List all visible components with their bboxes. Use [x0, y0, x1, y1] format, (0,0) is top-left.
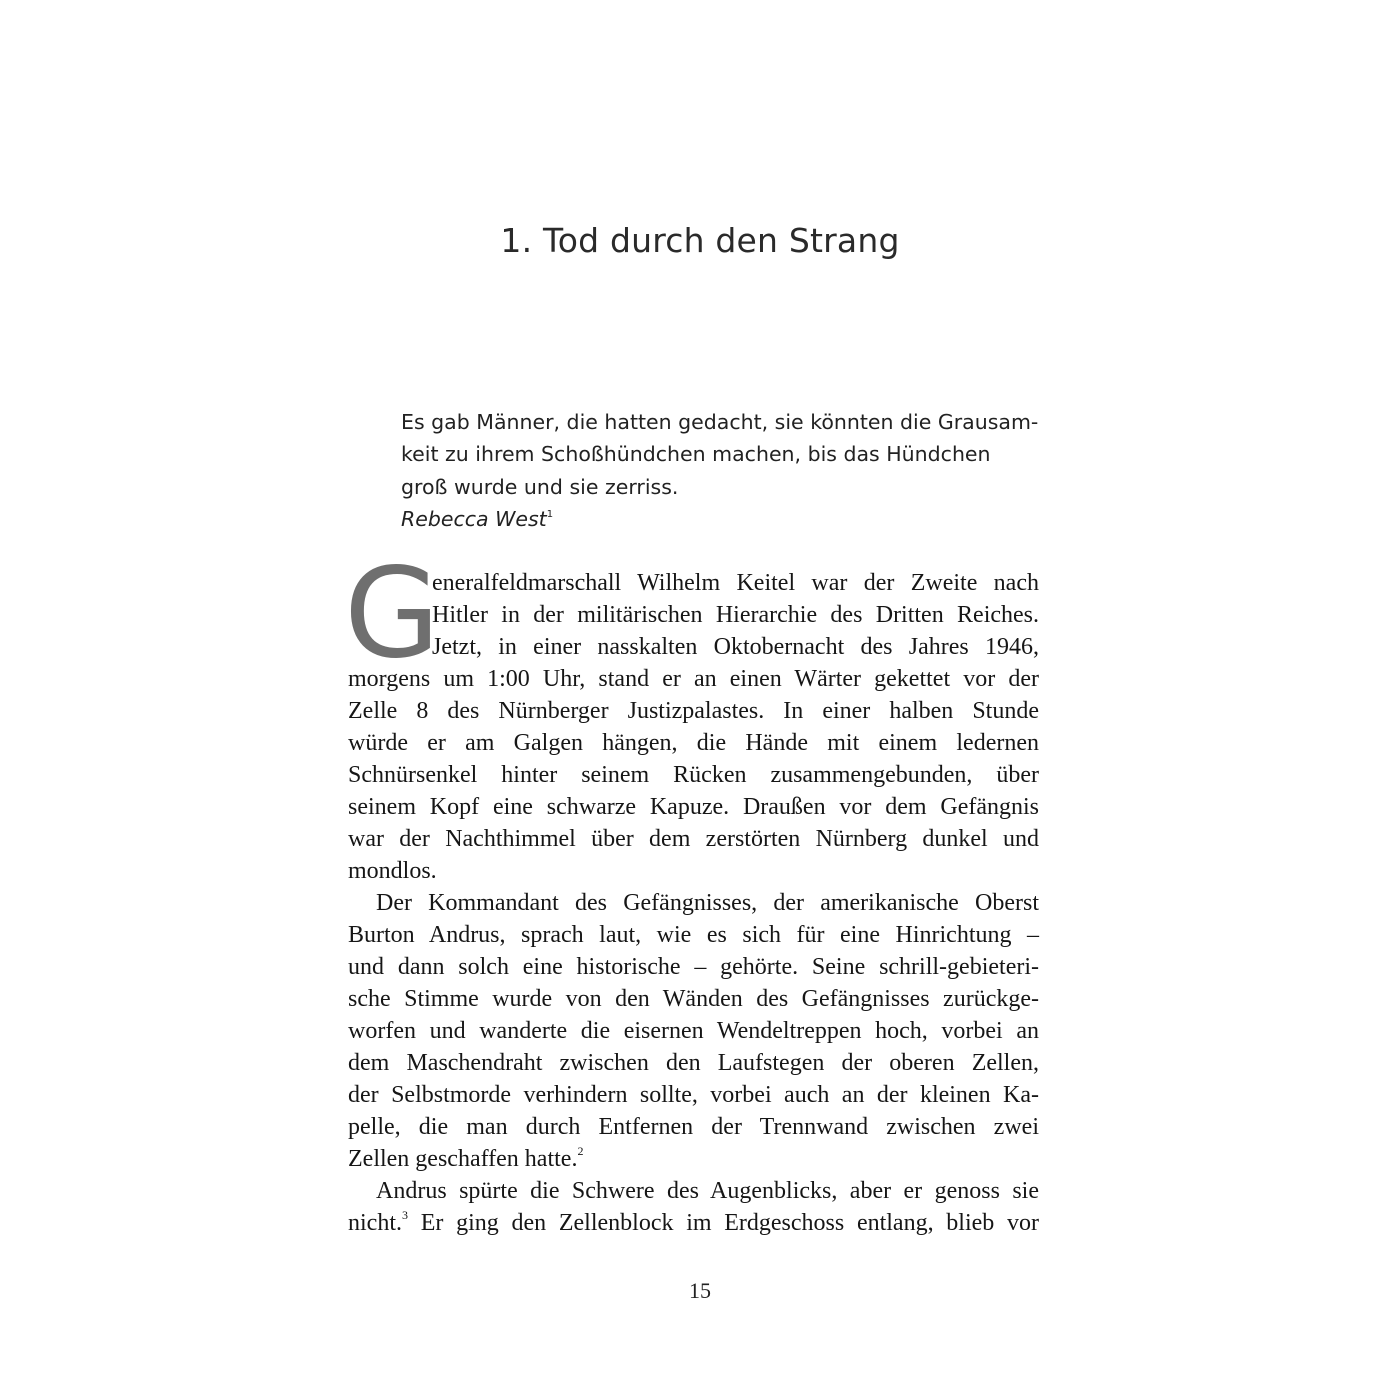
body-line: Jetzt, in einer nasskalten Oktobernacht des Jahres 1946, — [432, 634, 1039, 660]
body-line: seinem Kopf eine schwarze Kapuze. Draußen vor dem Gefängnis — [348, 794, 1039, 820]
body-line-with-footnote — [348, 1143, 1039, 1175]
body-line: war der Nachthimmel über dem zerstörten Nürnberg dunkel und — [348, 826, 1039, 852]
body-line: würde er am Galgen hängen, die Hände mit einem ledernen — [348, 730, 1039, 756]
footnote-ref-2: 2 — [577, 1144, 584, 1158]
body-line: sche Stimme wurde von den Wänden des Gefängnisses zurückge- — [348, 986, 1039, 1012]
body-line: Der Kommandant des Gefängnisses, der amerikanische Oberst — [376, 890, 1039, 916]
drop-cap: G — [344, 542, 441, 686]
body-line: der Selbstmorde verhindern sollte, vorbei auch an der kleinen Ka- — [348, 1082, 1039, 1108]
body-line: Zelle 8 des Nürnberger Justizpalastes. In einer halben Stunde — [348, 698, 1039, 724]
footnote-ref-1: 1 — [546, 508, 554, 520]
body-line-start: nicht. — [348, 1210, 402, 1236]
epigraph — [401, 406, 1041, 535]
chapter-title: 1. Tod durch den Strang — [500, 221, 900, 260]
body-line: pelle, die man durch Entfernen der Trennwand zwischen zwei — [348, 1114, 1039, 1140]
body-line: morgens um 1:00 Uhr, stand er an einen Wärter gekettet vor der — [348, 666, 1039, 692]
body-line: Schnürsenkel hinter seinem Rücken zusammengebunden, über — [348, 762, 1039, 788]
body-line: Andrus spürte die Schwere des Augenblicks, aber er genoss sie — [376, 1178, 1039, 1204]
epigraph-line: groß wurde und sie zerriss. — [401, 474, 679, 499]
body-line-with-footnote — [348, 1207, 1039, 1239]
body-line: und dann solch eine historische – gehörte. Seine schrill-gebieteri- — [348, 954, 1039, 980]
epigraph-line: keit zu ihrem Schoßhündchen machen, bis das Hündchen — [401, 442, 991, 467]
body-line: mondlos. — [348, 858, 437, 884]
epigraph-author: Rebecca West — [401, 506, 547, 531]
epigraph-line: Es gab Männer, die hatten gedacht, sie könnten die Grausam- — [401, 410, 1039, 434]
epigraph-author-line — [401, 503, 1041, 535]
body-line: Hitler in der militärischen Hierarchie des Dritten Reiches. — [432, 602, 1039, 628]
body-line: Burton Andrus, sprach laut, wie es sich für eine Hinrichtung – — [348, 922, 1039, 948]
body-line-rest: Er ging den Zellenblock im Erdgeschoss entlang, blieb vor — [408, 1210, 1039, 1236]
body-line: dem Maschendraht zwischen den Laufstegen der oberen Zellen, — [348, 1050, 1039, 1076]
body-line: Zellen geschaffen hatte. — [348, 1146, 578, 1172]
body-text — [348, 567, 1039, 1239]
page-number: 15 — [689, 1278, 711, 1303]
body-line: worfen und wanderte die eisernen Wendeltreppen hoch, vorbei an — [348, 1018, 1039, 1044]
footnote-ref-3: 3 — [402, 1208, 408, 1222]
body-line: eneralfeldmarschall Wilhelm Keitel war der Zweite nach — [432, 570, 1039, 596]
